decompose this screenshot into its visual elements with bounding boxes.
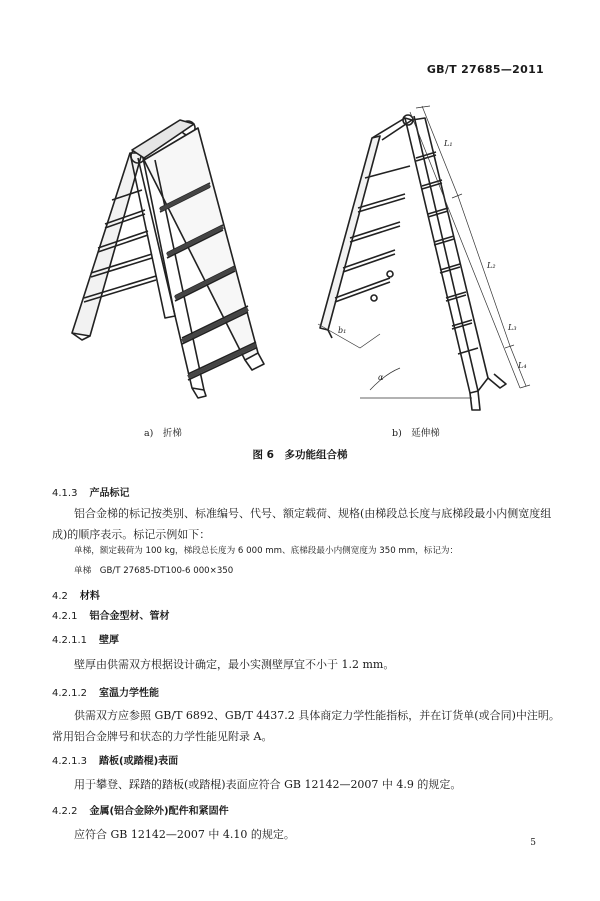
figure-title: 图 6 多功能组合梯 [252, 449, 348, 461]
paragraph-4-2-2: 应符合 GB 12142—2007 中 4.10 的规定。 [74, 828, 295, 841]
caption-a: a) 折梯 [144, 428, 182, 439]
standard-code: GB/T 27685—2011 [426, 63, 544, 76]
paragraph-4-1-3-line2: 成)的顺序表示。标记示例如下： [52, 528, 211, 541]
paragraph-4-2-1-1: 壁厚由供需双方根据设计确定，最小实测壁厚宜不小于 1.2 mm。 [74, 658, 395, 671]
dim-label-l1: L₁ [444, 139, 453, 148]
section-number: 4.2.1.1 [52, 635, 87, 646]
caption-b: b) 延伸梯 [392, 428, 440, 439]
section-title: 室温力学性能 [99, 688, 159, 699]
heading-4-2-1 [52, 607, 169, 622]
dim-label-b1: b₁ [338, 326, 347, 335]
heading-4-2 [52, 587, 100, 602]
heading-4-2-1-3 [52, 752, 178, 767]
section-title: 材料 [79, 591, 100, 602]
paragraph-4-2-1-2-line1: 供需双方应参照 GB/T 6892、GB/T 4437.2 具体商定力学性能指标，并在订货单(或合同)中注明。 [74, 709, 560, 722]
dim-label-l4: L₄ [518, 361, 527, 370]
paragraph-4-1-3-line1: 铝合金梯的标记按类别、标准编号、代号、额定载荷、规格(由梯段总长度与底梯段最小内侧宽度组 [74, 507, 552, 520]
folding-ladder-drawing [72, 120, 264, 398]
paragraph-4-2-1-3: 用于攀登、踩踏的踏板(或踏棍)表面应符合 GB 12142—2007 中 4.9 的规定。 [74, 778, 462, 791]
extension-ladder-drawing [320, 115, 506, 410]
section-number: 4.2.1 [52, 611, 78, 622]
heading-4-2-1-2 [52, 684, 159, 699]
section-number: 4.2.1.3 [52, 756, 87, 767]
heading-4-1-3 [52, 484, 129, 499]
marking-example-line2: 单梯 GB/T 27685-DT100-6 000×350 [74, 566, 234, 576]
section-title: 金属(铝合金除外)配件和紧固件 [89, 806, 229, 817]
dim-label-alpha: α [378, 373, 384, 382]
heading-4-2-2 [52, 802, 229, 817]
dim-label-l3: L₃ [508, 323, 517, 332]
dim-label-l2: L₂ [487, 261, 496, 270]
section-number: 4.1.3 [52, 488, 78, 499]
section-number: 4.2.2 [52, 806, 78, 817]
section-title: 铝合金型材、管材 [89, 611, 170, 622]
figure-6-ladder-illustration [60, 98, 550, 438]
page-number: 5 [530, 838, 536, 848]
section-number: 4.2.1.2 [52, 688, 87, 699]
marking-example-line1: 单梯，额定载荷为 100 kg，梯段总长度为 6 000 mm、底梯段最小内侧宽度为 350 mm，标记为： [74, 546, 459, 556]
heading-4-2-1-1 [52, 631, 119, 646]
paragraph-4-2-1-2-line2: 常用铝合金牌号和状态的力学性能见附录 A。 [52, 730, 273, 743]
section-title: 产品标记 [89, 488, 130, 499]
section-title: 壁厚 [99, 635, 119, 646]
section-number: 4.2 [52, 591, 68, 602]
section-title: 踏板(或踏棍)表面 [99, 756, 179, 767]
